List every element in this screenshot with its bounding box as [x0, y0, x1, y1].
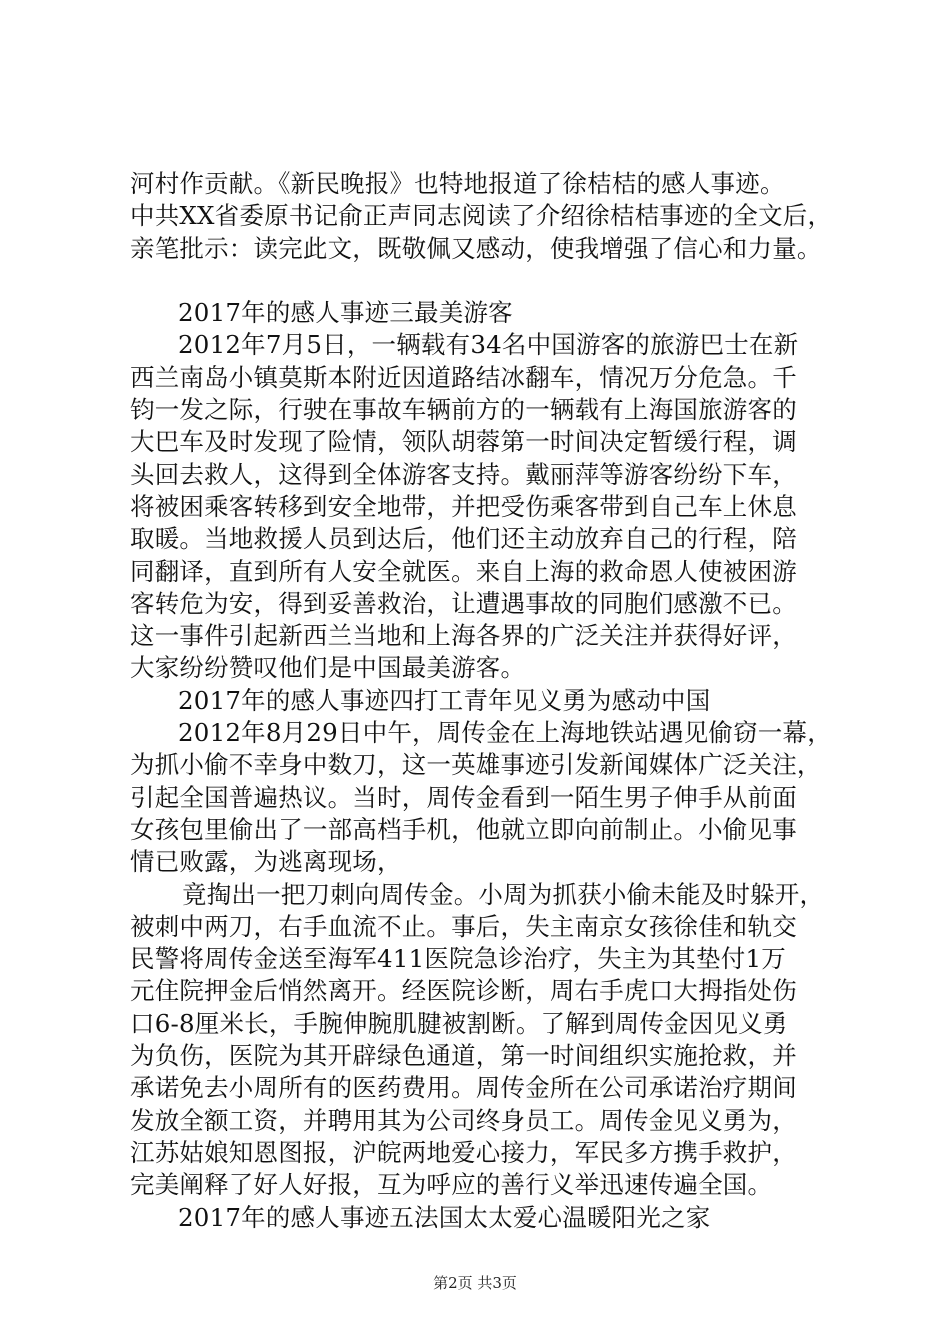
- text-line: 为负伤，医院为其开辟绿色通道，第一时间组织实施抢救，并: [130, 1041, 797, 1071]
- text-line: 2012年7月5日，一辆载有34名中国游客的旅游巴士在新: [178, 330, 799, 360]
- paragraph-continuation: [130, 168, 833, 265]
- text-line: 这一事件引起新西兰当地和上海各界的广泛关注并获得好评，: [130, 621, 797, 651]
- text-line: 承诺免去小周所有的医药费用。周传金所在公司承诺治疗期间: [130, 1073, 797, 1103]
- text-line: 江苏姑娘知恩图报，沪皖两地爱心接力，军民多方携手救护，: [130, 1137, 797, 1167]
- text-line: 竟掏出一把刀刺向周传金。小周为抓获小偷未能及时躲开，: [182, 879, 825, 909]
- text-line: 完美阐释了好人好报，互为呼应的善行义举迅速传遍全国。: [130, 1170, 773, 1200]
- text-line: 引起全国普遍热议。当时，周传金看到一陌生男子伸手从前面: [130, 782, 797, 812]
- document-body: [130, 168, 833, 1234]
- text-line: 亲笔批示：读完此文，既敬佩又感动，使我增强了信心和力量。: [130, 233, 822, 263]
- text-line: 2012年8月29日中午，周传金在上海地铁站遇见偷窃一幕，: [178, 718, 832, 748]
- paragraph-story-4a: [130, 717, 830, 878]
- text-line: 钧一发之际，行驶在事故车辆前方的一辆载有上海国旅游客的: [130, 395, 797, 425]
- text-line: 女孩包里偷出了一部高档手机，他就立即向前制止。小偷见事: [130, 814, 797, 844]
- text-line: 客转危为安，得到妥善救治，让遭遇事故的同胞们感激不已。: [130, 588, 797, 618]
- section-heading-5: 2017年的感人事迹五法国太太爱心温暖阳光之家: [178, 1202, 711, 1232]
- text-line: 发放全额工资，并聘用其为公司终身员工。周传金见义勇为，: [130, 1105, 797, 1135]
- paragraph-story-3: [130, 329, 830, 684]
- text-line: 大巴车及时发现了险情，领队胡蓉第一时间决定暂缓行程，调: [130, 427, 797, 457]
- text-line: 为抓小偷不幸身中数刀，这一英雄事迹引发新闻媒体广泛关注，: [130, 750, 822, 780]
- text-line: 元住院押金后悄然离开。经医院诊断，周右手虎口大拇指处伤: [130, 976, 797, 1006]
- text-line: 情已败露，为逃离现场，: [130, 847, 402, 877]
- text-line: 口6-8厘米长，手腕伸腕肌腱被割断。了解到周传金因见义勇: [130, 1008, 788, 1038]
- paragraph-gap: [130, 265, 830, 297]
- section-heading-4: 2017年的感人事迹四打工青年见义勇为感动中国: [178, 685, 711, 715]
- text-line: 河村作贡献。《新民晚报》也特地报道了徐桔桔的感人事迹。: [130, 169, 785, 198]
- page-number-footer: 第2页 共3页: [433, 1274, 517, 1292]
- text-line: 同翻译，直到所有人安全就医。来自上海的救命恩人使被困游: [130, 556, 797, 586]
- paragraph-story-4b: [130, 879, 830, 1202]
- text-line: 取暖。当地救援人员到达后，他们还主动放弃自己的行程，陪: [130, 524, 797, 554]
- text-line: 大家纷纷赞叹他们是中国最美游客。: [130, 653, 526, 683]
- section-heading-3: 2017年的感人事迹三最美游客: [178, 298, 513, 328]
- text-line: 民警将周传金送至海军411医院急诊治疗，失主为其垫付1万: [130, 944, 786, 974]
- text-line: 头回去救人，这得到全体游客支持。戴丽萍等游客纷纷下车，: [130, 459, 797, 489]
- text-line: 将被困乘客转移到安全地带，并把受伤乘客带到自己车上休息: [130, 491, 797, 521]
- text-line: 西兰南岛小镇莫斯本附近因道路结冰翻车，情况万分危急。千: [130, 362, 797, 392]
- text-line: 中共XX省委原书记俞正声同志阅读了介绍徐桔桔事迹的全文后，: [130, 201, 833, 231]
- text-line: 被刺中两刀，右手血流不止。事后，失主南京女孩徐佳和轨交: [130, 911, 797, 941]
